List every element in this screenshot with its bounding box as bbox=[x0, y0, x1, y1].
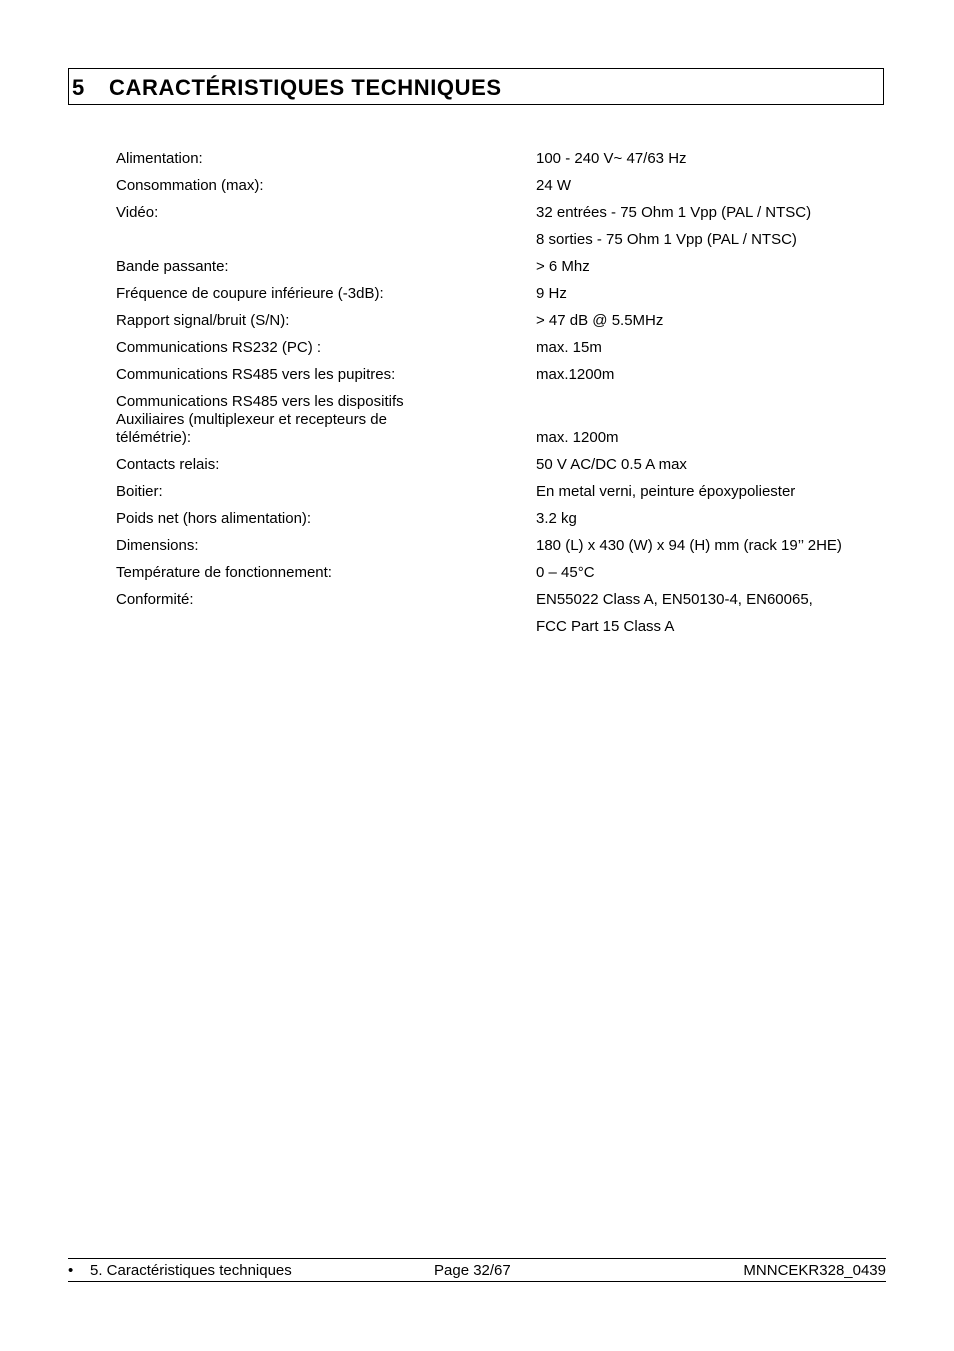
spec-row bbox=[116, 231, 886, 249]
spec-value: 50 V AC/DC 0.5 A max bbox=[536, 456, 687, 473]
spec-label: Communications RS485 vers les pupitres: bbox=[116, 366, 396, 383]
spec-value: 180 (L) x 430 (W) x 94 (H) mm (rack 19’’ 2HE) bbox=[536, 537, 842, 554]
spec-row bbox=[116, 177, 886, 195]
spec-row bbox=[116, 339, 886, 357]
spec-label: Communications RS232 (PC) : bbox=[116, 339, 322, 356]
spec-value: max. 15m bbox=[536, 339, 602, 356]
spec-value: FCC Part 15 Class A bbox=[536, 618, 675, 635]
section-number: 5 bbox=[72, 75, 85, 100]
spec-label: Poids net (hors alimentation): bbox=[116, 510, 312, 527]
spec-row bbox=[116, 564, 886, 582]
spec-value: > 47 dB @ 5.5MHz bbox=[536, 312, 664, 329]
spec-row bbox=[116, 150, 886, 168]
spec-value: En metal verni, peinture époxypoliester bbox=[536, 483, 796, 500]
spec-value: 8 sorties - 75 Ohm 1 Vpp (PAL / NTSC) bbox=[536, 231, 797, 248]
spec-label: Vidéo: bbox=[116, 204, 159, 221]
spec-value: 0 – 45°C bbox=[536, 564, 595, 581]
spec-label: Fréquence de coupure inférieure (-3dB): bbox=[116, 285, 384, 302]
spec-value: max. 1200m bbox=[536, 429, 619, 446]
spec-value: 32 entrées - 75 Ohm 1 Vpp (PAL / NTSC) bbox=[536, 204, 812, 221]
spec-label: Alimentation: bbox=[116, 150, 203, 167]
spec-row bbox=[116, 258, 886, 276]
spec-row bbox=[116, 537, 886, 555]
spec-row bbox=[116, 591, 886, 609]
spec-label: Bande passante: bbox=[116, 258, 229, 275]
spec-label: Consommation (max): bbox=[116, 177, 264, 194]
spec-row bbox=[116, 510, 886, 528]
footer-section-title: 5. Caractéristiques techniques bbox=[90, 1262, 292, 1279]
spec-label: Boitier: bbox=[116, 483, 163, 500]
spec-value: 100 - 240 V~ 47/63 Hz bbox=[536, 150, 687, 167]
spec-label: Dimensions: bbox=[116, 537, 199, 554]
spec-label: Communications RS485 vers les dispositifs Auxiliaires (multiplexeur et recepteurs de télémétrie): bbox=[116, 393, 404, 446]
spec-label: Contacts relais: bbox=[116, 456, 220, 473]
spec-label: Température de fonctionnement: bbox=[116, 564, 332, 581]
page-footer bbox=[68, 1258, 886, 1282]
spec-row bbox=[116, 456, 886, 474]
footer-bullet: • bbox=[68, 1262, 74, 1279]
spec-value: EN55022 Class A, EN50130-4, EN60065, bbox=[536, 591, 813, 608]
spec-row bbox=[116, 312, 886, 330]
specifications-table bbox=[116, 150, 886, 645]
spec-value: 9 Hz bbox=[536, 285, 567, 302]
spec-label: Conformité: bbox=[116, 591, 194, 608]
spec-row bbox=[116, 204, 886, 222]
spec-value: 3.2 kg bbox=[536, 510, 577, 527]
section-title: CARACTÉRISTIQUES TECHNIQUES bbox=[109, 75, 502, 100]
footer-document-code: MNNCEKR328_0439 bbox=[743, 1262, 886, 1279]
spec-label: Rapport signal/bruit (S/N): bbox=[116, 312, 290, 329]
spec-row bbox=[116, 366, 886, 384]
spec-row bbox=[116, 393, 886, 447]
spec-value: > 6 Mhz bbox=[536, 258, 590, 275]
spec-value: 24 W bbox=[536, 177, 572, 194]
spec-row bbox=[116, 285, 886, 303]
footer-page-number: Page 32/67 bbox=[434, 1262, 511, 1279]
spec-row bbox=[116, 618, 886, 636]
spec-row bbox=[116, 483, 886, 501]
spec-value: max.1200m bbox=[536, 366, 615, 383]
section-heading bbox=[68, 68, 884, 105]
